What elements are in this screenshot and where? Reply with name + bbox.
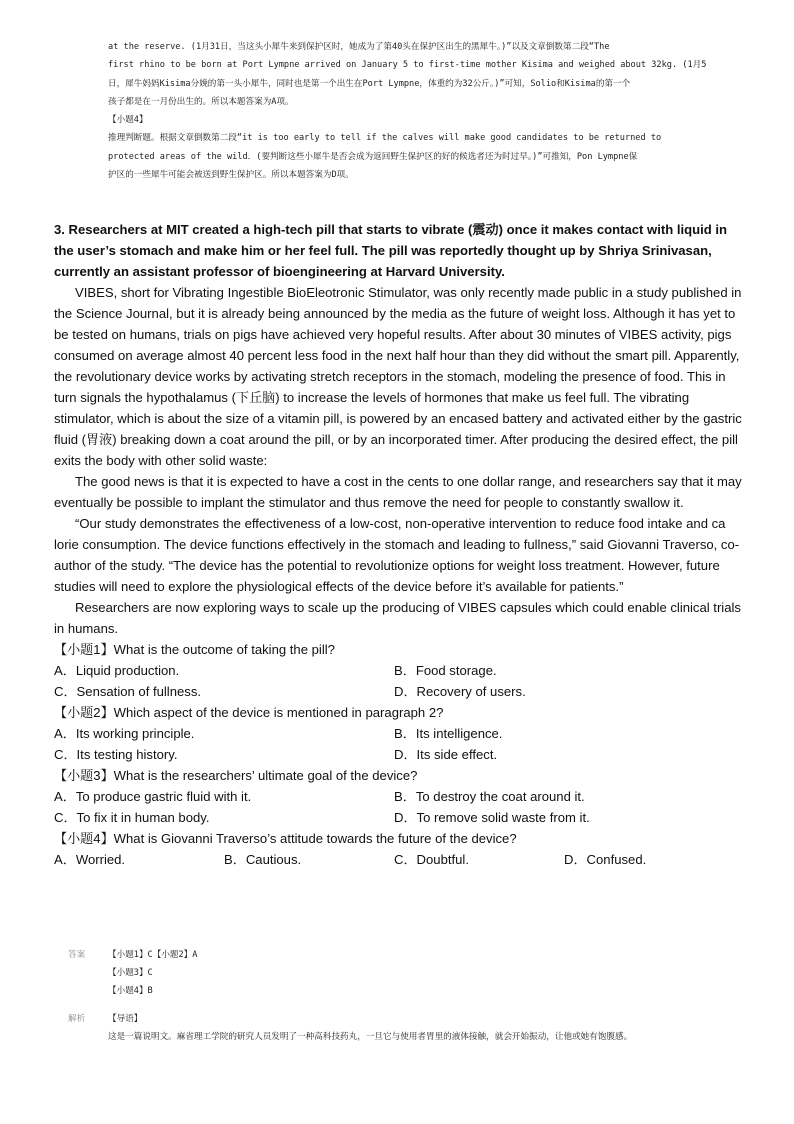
option-b: B．Cautious. (224, 852, 302, 867)
option-c: C．Doubtful. (394, 852, 469, 867)
option-a: A．Worried. (54, 852, 126, 867)
option-b: B．To destroy the coat around it. (394, 789, 585, 804)
option-d: D．To remove solid waste from it. (394, 810, 590, 825)
passage-paragraph: The good news is that it is expected to have a cost in the cents to one dollar range, and researchers say that it may eventually be possible to implant the stimulator and thus remove the need for people to constantly swallow it. (54, 474, 742, 510)
option-d: D．Recovery of users. (394, 684, 526, 699)
option-c: C．To fix it in human body. (54, 810, 210, 825)
option-b: B．Its intelligence. (394, 726, 503, 741)
passage-paragraph: Researchers are now exploring ways to scale up the producing of VIBES capsules which could enable clinical trials in humans. (54, 600, 741, 636)
analysis-section (68, 1010, 748, 1046)
explanation-line: 护区的一些犀牛可能会被送到野生保护区。所以本题答案为D项。 (108, 170, 354, 181)
option-d: D．Confused. (564, 852, 647, 867)
option-c: C．Sensation of fullness. (54, 684, 202, 699)
question-4 (54, 828, 744, 870)
question-3 (54, 765, 744, 828)
option-a: A．To produce gastric fluid with it. (54, 789, 252, 804)
explanation-line: 推理判断题。根据文章倒数第二段“it is too early to tell if the calves will make good candidates to be returned to (108, 133, 662, 144)
passage-paragraph: VIBES, short for Vibrating Ingestible BioEleotronic Stimulator, was only recently made public in a study published in the Science Journal, but it is already being announced by the media as the future of weight loss. Although it has yet to be tested on humans, trials on pigs have achieved very hopeful results. After about 30 minutes of VIBES activity, pigs consumed on average almost 40 percent less food in the next half hour than they did without the smart pill. Apparently, the revolutionary device works by activating stretch receptors in the stomach, modeling the presence of food. This in turn signals the hypothalamus (下丘脑) to increase the levels of hormones that make us feel full. The vibrating stimulator, which is about the size of a vitamin pill, is powered by an encased battery and activated either by the gastric fluid (胃液) breaking down a coat around the pill, or by an incorporated timer. After producing the desired effect, the pill exits the body with other solid waste: (54, 285, 742, 468)
question-stem: 【小题2】Which aspect of the device is mentioned in paragraph 2? (54, 705, 444, 720)
question-stem: 【小题1】What is the outcome of taking the pill? (54, 642, 335, 657)
option-a: A．Its working principle. (54, 726, 195, 741)
explanation-line: 孩子都是在一月份出生的。所以本题答案为A项。 (108, 96, 294, 107)
analysis-label: 解析 (68, 1014, 86, 1024)
option-d: D．Its side effect. (394, 747, 498, 762)
option-a: A．Liquid production. (54, 663, 180, 678)
question-2 (54, 702, 744, 765)
reading-passage (54, 219, 744, 870)
passage-paragraph: “Our study demonstrates the effectiveness of a low-cost, non-operative intervention to reduce food intake and ca lorie consumption. The device functions effectively in the stomach and leading to fullness,” said Giovanni Traverso, co-author of the study. “The device has the potential to revolutionize options for weight loss treatment. However, future studies will need to explore the physiological effects of the device before it’s available for patients.” (54, 516, 740, 594)
option-c: C．Its testing history. (54, 747, 178, 762)
explanation-line: at the reserve. (1月31日，当这头小犀牛来到保护区时，她成为了第40头在保护区出生的黑犀牛。)”以及文章倒数第二段“The (108, 42, 610, 52)
answer-section (68, 946, 748, 1000)
question-stem: 【小题4】What is Giovanni Traverso’s attitude towards the future of the device? (54, 831, 517, 846)
explanation-line: 日，犀牛妈妈Kisima分娩的第一头小犀牛，同时也是第一个出生在Port Lympne，体重约为32公斤。)”可知，Solio和Kisima的第一个 (108, 78, 631, 89)
explanation-line: protected areas of the wild．(要判断这些小犀牛是否会成为返回野生保护区的好的候选者还为时过早。)”可推知，Pon Lympne保 (108, 151, 638, 162)
question-stem: 【小题3】What is the researchers’ ultimate goal of the device? (54, 768, 418, 783)
question-label: 【小题4】 (108, 115, 148, 126)
analysis-title: 【导语】 (108, 1014, 143, 1024)
question-1 (54, 639, 744, 702)
explanation-line: first rhino to be born at Port Lympne arrived on January 5 to first-time mother Kisima and weighed about 32kg. (1月5 (108, 60, 707, 71)
answer-line: 【小题3】C (108, 968, 153, 978)
passage-heading: 3. Researchers at MIT created a high-tech pill that starts to vibrate (震动) once it makes contact with liquid in the user’s stomach and make him or her feel full. The pill was reportedly thought up by Shriya Srinivasan, currently an assistant professor of bioengineering at Harvard University. (54, 222, 728, 279)
option-b: B．Food storage. (394, 663, 497, 678)
previous-answer-explanation (108, 38, 738, 184)
answer-line: 【小题4】B (108, 986, 153, 996)
answer-label: 答案 (68, 950, 86, 960)
answer-line: 【小题1】C【小题2】A (108, 950, 198, 960)
analysis-text: 这是一篇说明文。麻省理工学院的研究人员发明了一种高科技药丸，一旦它与使用者胃里的液体接触，就会开始振动，让他或她有饱腹感。 (108, 1032, 633, 1042)
